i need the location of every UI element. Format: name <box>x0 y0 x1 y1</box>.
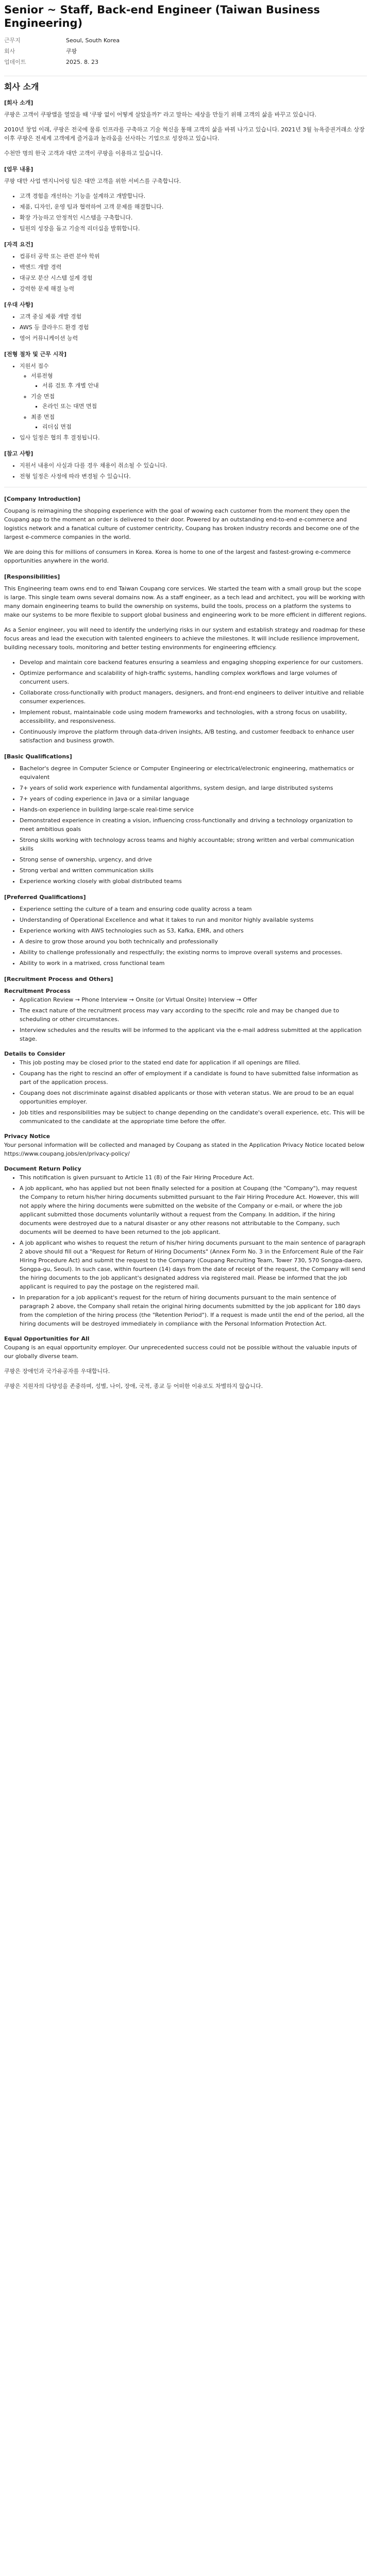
list-item: • Experience working closely with global distributed teams <box>20 877 367 886</box>
list-item: • 팀원의 성장을 돕고 기술적 리더십을 발휘합니다. <box>20 224 367 233</box>
process-step: 기술 면접 <box>31 393 55 400</box>
process-step: 서류전형 <box>31 372 53 379</box>
ko-process-list <box>4 362 367 442</box>
closing-paragraph: 쿠팡은 장애인과 국가유공자를 우대합니다. <box>4 1368 110 1375</box>
list-item: • 지원서 내용이 사실과 다를 경우 채용이 취소될 수 있습니다. <box>20 461 367 470</box>
privacy-paragraph: Your personal information will be collected and managed by Coupang as stated in the Application Privacy Notice located below https://www.coupang.jobs/en/privacy-policy/ <box>4 1142 365 1157</box>
details-list <box>4 1058 367 1126</box>
meta-key-updated: 업데이트 <box>4 59 26 65</box>
list-item: • 강력한 문제 해결 능력 <box>20 284 367 293</box>
en-preferred-list <box>4 905 367 968</box>
list-item: • 대규모 분산 시스템 설계 경험 <box>20 274 367 282</box>
list-item: • Collaborate cross-functionally with product managers, designers, and front-end engineers to deliver intuitive and reliable consumer experiences. <box>20 688 367 706</box>
ko-responsibilities-label: [업무 내용] <box>4 166 33 173</box>
process-step: 지원서 접수 <box>20 363 49 369</box>
list-item <box>31 413 367 431</box>
process-subsublist <box>31 402 367 411</box>
list-item: • Job titles and responsibilities may be subject to change depending on the candidate's overall experience, etc. This will be communicated to the candidate at the appropriate time before the offer. <box>20 1108 367 1126</box>
list-item: • A job applicant, who has applied but not been finally selected for a position at Coupang (the "Company"), may request the Company to return his/her hiring documents submitted pursuant to the Fair Hiring Procedure Act. However, this will not apply where the hiring documents were submitted on the website of the Company or e-mail, or where the job applicant submitted those documents voluntarily without a request from the Company. In addition, if the hiring documents were destroyed due to a natural disaster or any other reasons not attributable to the Company, such documents will be deemed to have been returned to the job applicant. <box>20 1184 367 1236</box>
list-item: • Demonstrated experience in creating a vision, influencing cross-functionally and driving a technology organization to meet ambitious goals <box>20 816 367 834</box>
list-item: • Bachelor's degree in Computer Science or Computer Engineering or electrical/electronic engineering, mathematics or equivalent <box>20 764 367 782</box>
en-basic-list <box>4 764 367 886</box>
list-item: • 확장 가능하고 안정적인 시스템을 구축합니다. <box>20 213 367 222</box>
list-item: • Develop and maintain core backend features ensuring a seamless and engaging shopping experience for our customers. <box>20 658 367 667</box>
en-resp-paragraph: As a Senior engineer, you will need to identify the underlying risks in our system and establish strategy and roadmap for these focus areas and lead the execution with talented engineers to achieve the milestones. It will include resilience improvement, building necessary tools, monitoring and better testing environments for engineering efficiency. <box>4 626 365 651</box>
list-item: • Application Review → Phone Interview → Onsite (or Virtual Onsite) Interview → Offer <box>20 995 367 1004</box>
recruitment-process-title: Recruitment Process <box>4 988 71 994</box>
list-item: • Experience setting the culture of a team and ensuring code quality across a team <box>20 905 367 913</box>
document-return-list <box>4 1173 367 1328</box>
list-item: • Experience working with AWS technologies such as S3, Kafka, EMR, and others <box>20 926 367 935</box>
list-item: ▪ 리더십 면접 <box>42 422 367 431</box>
en-company-paragraph: Coupang is reimagining the shopping experience with the goal of wowing each customer from the moment they open the Coupang app to the moment an order is delivered to their door. Powered by an outstanding end-to-end e-commerce and logistics network and a fanatical culture of customer centricity, Coupang has broken industry records and become one of the largest e-commerce companies in the world. <box>4 507 360 540</box>
list-item: • 컴퓨터 공학 또는 관련 분야 학위 <box>20 252 367 261</box>
closing-paragraph: 쿠팡은 지원자의 다양성을 존중하며, 성별, 나이, 장애, 국적, 종교 등 어떠한 이유로도 차별하지 않습니다. <box>4 1383 263 1389</box>
ko-intro-paragraph: 수천만 명의 한국 고객과 대만 고객이 쿠팡을 이용하고 있습니다. <box>4 150 163 157</box>
list-item: • Ability to work in a matrixed, cross functional team <box>20 959 367 968</box>
list-item: • 7+ years of coding experience in Java or a similar language <box>20 794 367 803</box>
list-item: • 고객 경험을 개선하는 기능을 설계하고 개발합니다. <box>20 192 367 200</box>
list-item <box>31 392 367 411</box>
en-resp-paragraph: This Engineering team owns end to end Taiwan Coupang core services. We started the team with a small group but the scope is large. This single team owns several domains now. As a staff engineer, as a tech lead and architect, you will be working with many domain engineering teams to build the ownership on systems, build the tools, process on a platform the systems to make our systems to be more flexible to support global business and engineering work to be more efficient in different regions. <box>4 585 367 618</box>
list-item: • Ability to challenge professionally and respectfully; the existing norms to improve overall systems and processes. <box>20 948 367 957</box>
ko-notes-label: [참고 사항] <box>4 450 33 457</box>
recruitment-process-list <box>4 995 367 1043</box>
list-item: • This notification is given pursuant to Article 11 (8) of the Fair Hiring Procedure Act. <box>20 1173 367 1182</box>
en-company-paragraph: We are doing this for millions of consumers in Korea. Korea is home to one of the largest and fastest-growing e-commerce opportunities anywhere in the world. <box>4 549 351 564</box>
ko-company-label: [회사 소개] <box>4 99 33 106</box>
ko-notes-list <box>4 461 367 481</box>
ko-preferred-list <box>4 312 367 343</box>
list-item: • Strong sense of ownership, urgency, and drive <box>20 855 367 864</box>
ko-basic-label: [자격 요건] <box>4 241 33 248</box>
en-basic-label: [Basic Qualifications] <box>4 753 72 760</box>
list-item: • In preparation for a job applicant's request for the return of hiring documents pursuant to the main sentence of paragraph 2 above, the Company shall retain the original hiring documents submitted by the job applicant for 180 days from the completion of the hiring process (the "Retention Period"). If a request is made until the end of the period, all the hiring documents will be destroyed immediately in compliance with the Personal Information Protection Act. <box>20 1293 367 1328</box>
list-item: • 영어 커뮤니케이션 능력 <box>20 334 367 343</box>
en-recruitment-label: [Recruitment Process and Others] <box>4 976 113 982</box>
list-item: • 백엔드 개발 경력 <box>20 263 367 272</box>
process-sublist <box>20 371 367 431</box>
document-return-title: Document Return Policy <box>4 1165 81 1172</box>
list-item: • 제품, 디자인, 운영 팀과 협력하여 고객 문제를 해결합니다. <box>20 202 367 211</box>
process-subsublist <box>31 381 367 390</box>
list-item: • 7+ years of solid work experience with fundamental algorithms, system design, and large distributed systems <box>20 784 367 792</box>
details-title: Details to Consider <box>4 1050 65 1057</box>
process-step: 최종 면접 <box>31 414 55 420</box>
list-item: ▪ 서류 검토 후 개별 안내 <box>42 381 367 390</box>
ko-process-label: [전형 절차 및 근무 시작] <box>4 351 67 358</box>
list-item: • The exact nature of the recruitment process may vary according to the specific role and may be changed due to scheduling or other circumstances. <box>20 1006 367 1024</box>
list-item: • This job posting may be closed prior to the stated end date for application if all openings are filled. <box>20 1058 367 1067</box>
meta-key-location: 근무지 <box>4 37 21 44</box>
ko-basic-list <box>4 252 367 293</box>
list-item: • 고객 중심 제품 개발 경험 <box>20 312 367 321</box>
list-item: • A desire to grow those around you both technically and professionally <box>20 937 367 946</box>
job-meta <box>4 36 367 66</box>
list-item: ▪ 온라인 또는 대면 면접 <box>42 402 367 411</box>
en-preferred-label: [Preferred Qualifications] <box>4 894 86 901</box>
list-item: • 전형 일정은 사정에 따라 변경될 수 있습니다. <box>20 472 367 481</box>
meta-value-company: 쿠팡 <box>66 48 77 55</box>
list-item: • Interview schedules and the results will be informed to the applicant via the e-mail address submitted at the application stage. <box>20 1026 367 1043</box>
ko-intro-paragraph: 2010년 창업 이래, 쿠팡은 전국에 물류 인프라를 구축하고 기술 혁신을 통해 고객의 삶을 바꿔 나가고 있습니다. 2021년 3월 뉴욕증권거래소 상장 이후 쿠팡은 전세계 고객에게 즐거움과 놀라움을 선사하는 기업으로 성장하고 있습니다. <box>4 126 365 142</box>
ko-responsibilities-intro: 쿠팡 대만 사업 엔지니어링 팀은 대만 고객을 위한 서비스를 구축합니다. <box>4 178 181 184</box>
list-item: • Coupang has the right to rescind an offer of employment if a candidate is found to have submitted false information as part of the application process. <box>20 1069 367 1087</box>
section-heading-company: 회사 소개 <box>4 82 39 92</box>
meta-value-updated: 2025. 8. 23 <box>66 59 98 65</box>
meta-key-company: 회사 <box>4 48 15 55</box>
list-item <box>20 362 367 431</box>
page-title: Senior ~ Staff, Back-end Engineer (Taiwan Business Engineering) <box>4 4 320 29</box>
list-item: • Implement robust, maintainable code using modern frameworks and technologies, with a strong focus on usability, accessibility, and responsiveness. <box>20 708 367 725</box>
equal-opportunity-paragraph: Coupang is an equal opportunity employer. Our unprecedented success could not be possible without the valuable inputs of our globally diverse team. <box>4 1344 357 1360</box>
list-item: • Continuously improve the platform through data-driven insights, A/B testing, and customer feedback to enhance user satisfaction and business growth. <box>20 727 367 745</box>
privacy-title: Privacy Notice <box>4 1133 50 1140</box>
list-item <box>31 371 367 390</box>
ko-responsibilities-list <box>4 192 367 233</box>
list-item: • 입사 일정은 협의 후 결정됩니다. <box>20 433 367 442</box>
equal-opportunity-title: Equal Opportunities for All <box>4 1335 90 1342</box>
list-item: • Hands-on experience in building large-scale real-time service <box>20 805 367 814</box>
process-subsublist <box>31 422 367 431</box>
list-item: • Coupang does not discriminate against disabled applicants or those with veteran status. We are proud to be an equal opportunities employer. <box>20 1089 367 1106</box>
list-item: • A job applicant who wishes to request the return of his/her hiring documents pursuant to the main sentence of paragraph 2 above should fill out a "Request for Return of Hiring Documents" (Annex Form No. 3 in the Enforcement Rule of the Fair Hiring Procedure Act) and submit the request to the Company (Coupang Recruiting Team, Tower 730, 570 Songpa-daero, Songpa-gu, Seoul). In such case, within fourteen (14) days from the date of receipt of the request, the Company will send the hiring documents to the job applicant's designated address via registered mail. Please be informed that the job applicant is required to pay the postage on the registered mail. <box>20 1239 367 1291</box>
list-item: • Strong skills working with technology across teams and highly accountable; strong written and verbal communication skills <box>20 836 367 853</box>
list-item: • Optimize performance and scalability of high-traffic systems, handling complex workflows and large volumes of concurrent users. <box>20 669 367 686</box>
en-company-label: [Company Introduction] <box>4 496 81 502</box>
meta-value-location: Seoul, South Korea <box>66 37 120 44</box>
list-item: • Understanding of Operational Excellence and what it takes to run and monitor highly available systems <box>20 916 367 924</box>
list-item: • AWS 등 클라우드 환경 경험 <box>20 323 367 332</box>
list-item: • Strong verbal and written communication skills <box>20 866 367 875</box>
ko-intro-paragraph: 쿠팡은 고객이 쿠팡앱을 열었을 때 '쿠팡 없이 어떻게 살았을까?' 라고 말하는 세상을 만들기 위해 고객의 삶을 바꾸고 있습니다. <box>4 111 317 118</box>
ko-preferred-label: [우대 사항] <box>4 301 33 308</box>
en-responsibilities-list <box>4 658 367 745</box>
en-responsibilities-label: [Responsibilities] <box>4 573 60 580</box>
